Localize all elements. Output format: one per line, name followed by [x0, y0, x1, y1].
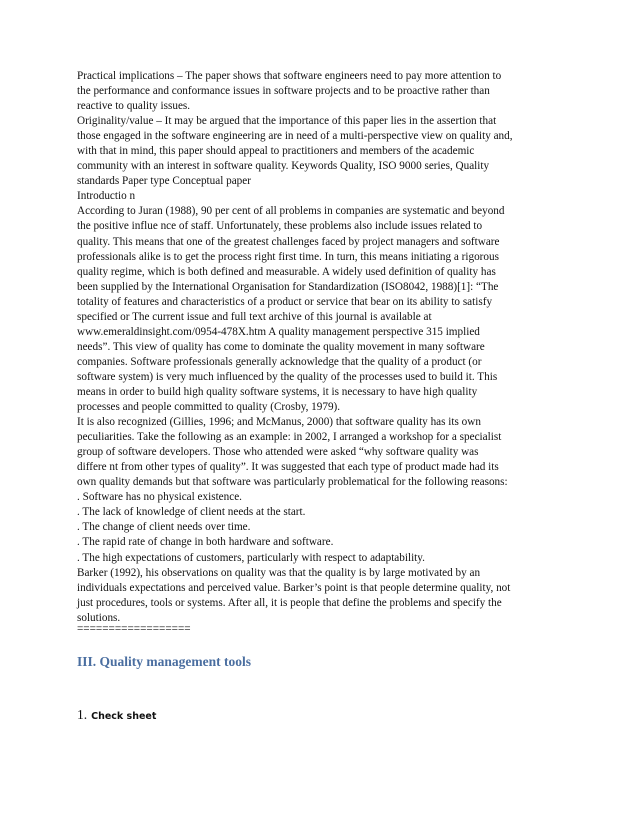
- separator-line: ==================: [77, 623, 191, 635]
- list-item: . The change of client needs over time.: [77, 521, 251, 534]
- text-line: means in order to build high quality software systems, it is necessary to have high quality: [77, 385, 478, 398]
- text-line: According to Juran (1988), 90 per cent of all problems in companies are systematic and beyond: [77, 205, 505, 218]
- text-line: specified or The current issue and full text archive of this journal is available at: [77, 310, 432, 323]
- text-line: been supplied by the International Organisation for Standardization (ISO8042, 1988)[1]: “The: [77, 280, 499, 293]
- text-line: software system) is very much influenced by the quality of the processes used to build it. This: [77, 370, 498, 383]
- text-line: with that in mind, this paper should appeal to practitioners and members of the academic: [77, 145, 475, 158]
- text-line: Originality/value – It may be argued that the importance of this paper lies in the assertion that: [77, 115, 497, 128]
- text-line: standards Paper type Conceptual paper: [77, 175, 251, 188]
- text-line: reactive to quality issues.: [77, 100, 191, 113]
- text-line: group of software developers. Those who attended were asked “why software quality was: [77, 446, 479, 459]
- text-line: the performance and conformance issues in software projects and to be proactive rather than: [77, 85, 490, 98]
- list-item: . The lack of knowledge of client needs at the start.: [77, 506, 306, 519]
- text-line: Introductio n: [77, 190, 136, 203]
- text-line: own quality demands but that software was particularly problematical for the following reasons:: [77, 476, 508, 489]
- text-line: those engaged in the software engineering are in need of a multi-perspective view on quality and,: [77, 130, 513, 143]
- text-line: needs”. This view of quality has come to dominate the quality movement in many software: [77, 340, 485, 353]
- text-line: community with an interest in software quality. Keywords Quality, ISO 9000 series, Quality: [77, 160, 490, 173]
- text-line: peculiarities. Take the following as an example: in 2002, I arranged a workshop for a specialist: [77, 431, 502, 444]
- body-text: [77, 69, 567, 626]
- text-line: Practical implications – The paper shows that software engineers need to pay more attention to: [77, 70, 502, 82]
- list-item: . The high expectations of customers, particularly with respect to adaptability.: [77, 551, 425, 564]
- section-heading: III. Quality management tools: [77, 654, 252, 669]
- text-line: solutions.: [77, 611, 121, 624]
- text-line: totality of features and characteristics of a product or service that bear on its ability to satisfy: [77, 295, 493, 308]
- subheading-number: 1.: [77, 707, 88, 722]
- list-item: . The rapid rate of change in both hardware and software.: [77, 536, 334, 549]
- text-line: quality. This means that one of the greatest challenges faced by project managers and software: [77, 235, 500, 248]
- text-line: companies. Software professionals generally acknowledge that the quality of a product (or: [77, 355, 482, 368]
- subheading: [77, 706, 156, 726]
- text-line: differe nt from other types of quality”. It was suggested that each type of product made had its: [77, 461, 499, 474]
- subheading-label: Check sheet: [91, 711, 157, 722]
- text-line: Barker (1992), his observations on quality was that the quality is by large motivated by an: [77, 566, 481, 579]
- text-line: processes and people committed to quality (Crosby, 1979).: [77, 401, 341, 414]
- text-line: quality regime, which is both defined and measurable. A widely used definition of quality has: [77, 265, 496, 278]
- text-line: the positive influe nce of staff. Unfortunately, these problems also include issues related to: [77, 220, 483, 233]
- list-item: . Software has no physical existence.: [77, 491, 242, 504]
- text-line: www.emeraldinsight.com/0954-478X.htm A quality management perspective 315 implied: [77, 325, 480, 338]
- text-line: It is also recognized (Gillies, 1996; and McManus, 2000) that software quality has its own: [77, 416, 481, 429]
- text-line: professionals alike is to get the process right first time. In turn, this means initiating a rigorous: [77, 250, 499, 263]
- text-line: individuals expectations and perceived value. Barker’s point is that people determine quality, not: [77, 581, 511, 594]
- text-line: just procedures, tools or systems. After all, it is people that define the problems and specify the: [77, 596, 502, 609]
